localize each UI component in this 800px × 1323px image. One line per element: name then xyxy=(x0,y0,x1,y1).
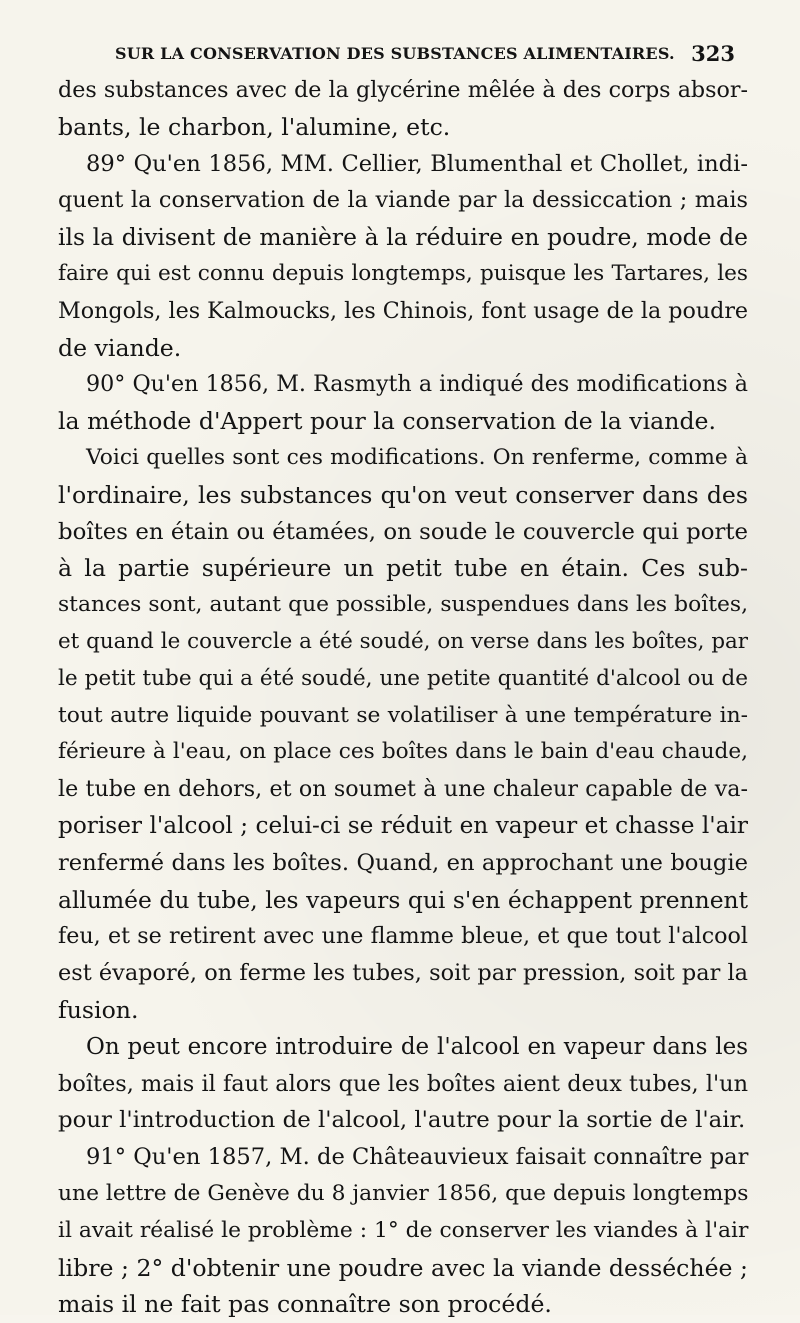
page-body-text xyxy=(58,72,748,1323)
running-title: SUR LA CONSERVATION DES SUBSTANCES ALIMENTAIRES. xyxy=(115,44,675,63)
text-line: 90° Qu'en 1856, M. Rasmyth a indiqué des modifications à xyxy=(86,371,748,398)
text-line: la méthode d'Appert pour la conservation de la viande. xyxy=(58,407,717,436)
text-line: il avait réalisé le problème : 1° de conserver les viandes à l'air xyxy=(58,1217,749,1243)
text-line: bants, le charbon, l'alumine, etc. xyxy=(58,112,451,141)
text-line: boîtes en étain ou étamées, on soude le couvercle qui porte xyxy=(58,518,748,545)
text-line: le tube en dehors, et on soumet à une chaleur capable de va- xyxy=(58,776,748,803)
text-line: ils la divisent de manière à la réduire en poudre, mode de xyxy=(58,223,748,252)
text-line: boîtes, mais il faut alors que les boîtes aient deux tubes, l'un xyxy=(58,1070,748,1097)
text-line: stances sont, autant que possible, suspendues dans les boîtes, xyxy=(58,592,748,618)
text-line: pour l'introduction de l'alcool, l'autre pour la sortie de l'air. xyxy=(58,1107,746,1134)
text-line: faire qui est connu depuis longtemps, puisque les Tartares, les xyxy=(58,260,748,286)
text-line: fusion. xyxy=(58,995,139,1024)
text-line: libre ; 2° d'obtenir une poudre avec la viande desséchée ; xyxy=(58,1253,748,1282)
text-line: férieure à l'eau, on place ces boîtes dans le bain d'eau chaude, xyxy=(58,739,748,765)
text-line: une lettre de Genève du 8 janvier 1856, que depuis longtemps xyxy=(58,1180,749,1206)
text-line: le petit tube qui a été soudé, une petite quantité d'alcool ou de xyxy=(58,665,748,691)
text-line: Voici quelles sont ces modifications. On renferme, comme à xyxy=(86,444,748,470)
text-line: tout autre liquide pouvant se volatiliser à une température in- xyxy=(58,702,748,728)
running-header xyxy=(115,41,735,72)
text-line: Mongols, les Kalmoucks, les Chinois, font usage de la poudre xyxy=(58,297,749,324)
text-line: des substances avec de la glycérine mêlée à des corps absor- xyxy=(58,77,748,103)
text-line: 89° Qu'en 1856, MM. Cellier, Blumenthal et Chollet, indi- xyxy=(86,150,748,177)
text-line: On peut encore introduire de l'alcool en vapeur dans les xyxy=(86,1033,748,1060)
text-line: poriser l'alcool ; celui-ci se réduit en vapeur et chasse l'air xyxy=(58,811,748,839)
text-line: l'ordinaire, les substances qu'on veut conserver dans des xyxy=(58,480,748,509)
text-line: quent la conservation de la viande par la dessiccation ; mais xyxy=(58,187,748,214)
text-line: feu, et se retirent avec une flamme bleue, et que tout l'alcool xyxy=(58,923,748,950)
text-line: 91° Qu'en 1857, M. de Châteauvieux faisait connaître par xyxy=(86,1144,749,1171)
text-line: est évaporé, on ferme les tubes, soit par pression, soit par la xyxy=(58,960,748,987)
page-number: 323 xyxy=(691,41,735,66)
text-line: allumée du tube, les vapeurs qui s'en échappent prennent xyxy=(58,885,748,914)
text-line: et quand le couvercle a été soudé, on verse dans les boîtes, par xyxy=(58,628,748,654)
text-line: renfermé dans les boîtes. Quand, en approchant une bougie xyxy=(58,849,748,876)
text-line: mais il ne fait pas connaître son procédé. xyxy=(58,1290,552,1319)
text-line: à la partie supérieure un petit tube en étain. Ces sub- xyxy=(58,554,748,583)
text-line: de viande. xyxy=(58,333,182,362)
